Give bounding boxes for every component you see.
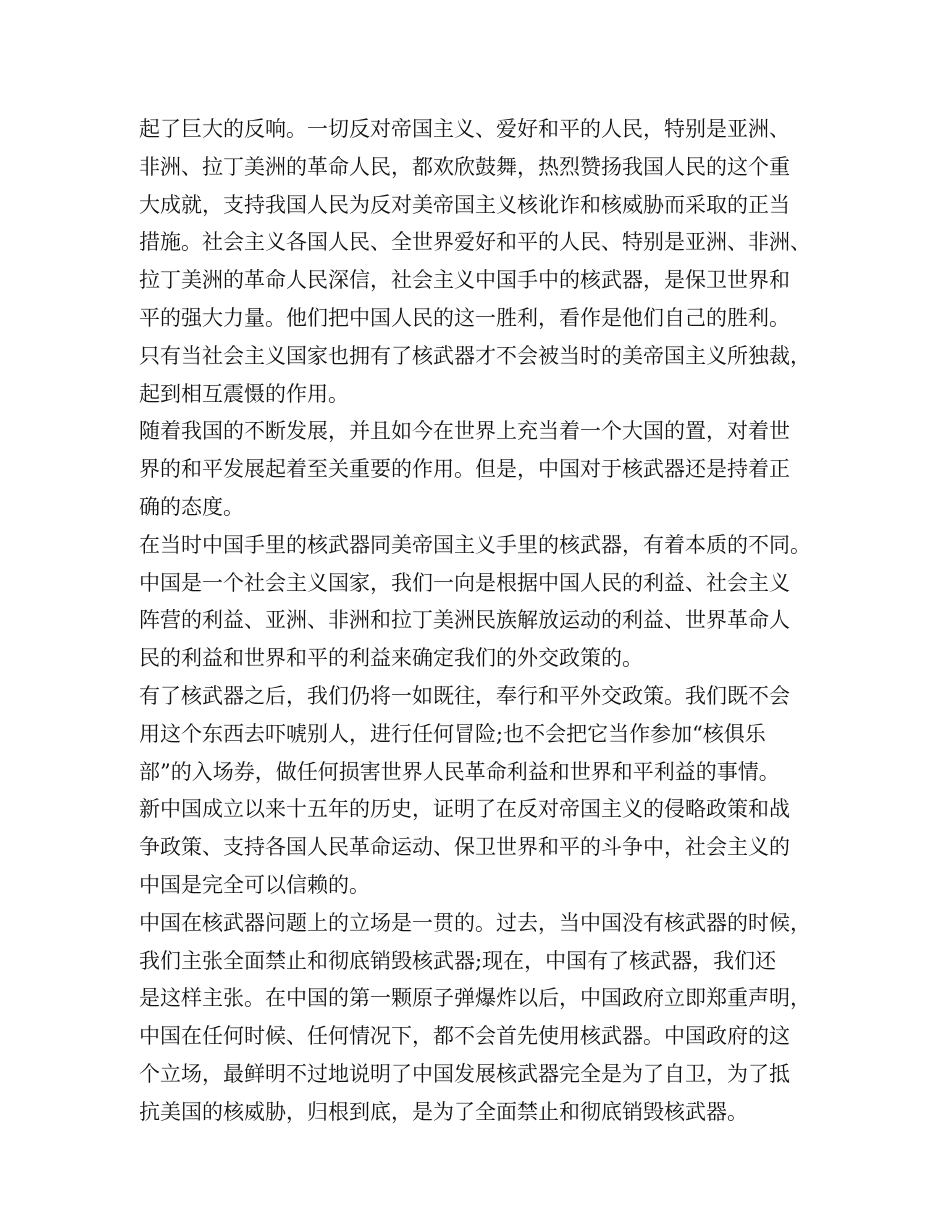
body-text bbox=[139, 111, 829, 1132]
text-line: 中国在核武器问题上的立场是一贯的。过去，当中国没有核武器的时候， bbox=[139, 910, 811, 935]
text-line: 中国是一个社会主义国家，我们一向是根据中国人民的利益、社会主义 bbox=[139, 570, 790, 595]
text-line: 只有当社会主义国家也拥有了核武器才不会被当时的美帝国主义所独裁， bbox=[139, 343, 811, 368]
text-line: 中国在任何时候、任何情况下，都不会首先使用核武器。中国政府的这 bbox=[139, 1024, 790, 1049]
text-line: 在当时中国手里的核武器同美帝国主义手里的核武器，有着本质的不同。 bbox=[139, 532, 811, 557]
text-line: 中国是完全可以信赖的。 bbox=[139, 872, 370, 897]
text-line: 我们主张全面禁止和彻底销毁核武器;现在，中国有了核武器，我们还 bbox=[139, 948, 777, 973]
text-line: 平的强大力量。他们把中国人民的这一胜利，看作是他们自己的胜利。 bbox=[139, 305, 790, 330]
text-line: 非洲、拉丁美洲的革命人民，都欢欣鼓舞，热烈赞扬我国人民的这个重 bbox=[139, 154, 790, 179]
text-line: 个立场，最鲜明不过地说明了中国发展核武器完全是为了自卫，为了抵 bbox=[139, 1061, 790, 1086]
text-line: 争政策、支持各国人民革命运动、保卫世界和平的斗争中，社会主义的 bbox=[139, 835, 790, 860]
text-line: 是这样主张。在中国的第一颗原子弹爆炸以后，中国政府立即郑重声明， bbox=[139, 986, 811, 1011]
text-line: 大成就，支持我国人民为反对美帝国主义核讹诈和核威胁而采取的正当 bbox=[139, 192, 790, 217]
text-line: 确的态度。 bbox=[139, 494, 244, 519]
text-line: 起了巨大的反响。一切反对帝国主义、爱好和平的人民，特别是亚洲、 bbox=[139, 117, 790, 141]
text-line: 界的和平发展起着至关重要的作用。但是，中国对于核武器还是持着正 bbox=[139, 457, 790, 482]
text-line: 拉丁美洲的革命人民深信，社会主义中国手中的核武器，是保卫世界和 bbox=[139, 268, 790, 293]
text-line: 阵营的利益、亚洲、非洲和拉丁美洲民族解放运动的利益、世界革命人 bbox=[139, 608, 790, 633]
text-line: 措施。社会主义各国人民、全世界爱好和平的人民、特别是亚洲、非洲、 bbox=[139, 230, 811, 255]
text-line: 新中国成立以来十五年的历史，证明了在反对帝国主义的侵略政策和战 bbox=[139, 797, 790, 822]
text-line: 抗美国的核威胁，归根到底，是为了全面禁止和彻底销毁核武器。 bbox=[139, 1099, 748, 1124]
text-line: 部”的入场券，做任何损害世界人民革命利益和世界和平利益的事情。 bbox=[139, 759, 780, 784]
text-line: 民的利益和世界和平的利益来确定我们的外交政策的。 bbox=[139, 646, 643, 671]
text-line: 用这个东西去吓唬别人，进行任何冒险;也不会把它当作参加“核俱乐 bbox=[139, 721, 766, 746]
text-line: 起到相互震慑的作用。 bbox=[139, 381, 349, 406]
text-line: 有了核武器之后，我们仍将一如既往，奉行和平外交政策。我们既不会 bbox=[139, 683, 790, 708]
text-line: 随着我国的不断发展，并且如今在世界上充当着一个大国的置，对着世 bbox=[139, 419, 790, 444]
